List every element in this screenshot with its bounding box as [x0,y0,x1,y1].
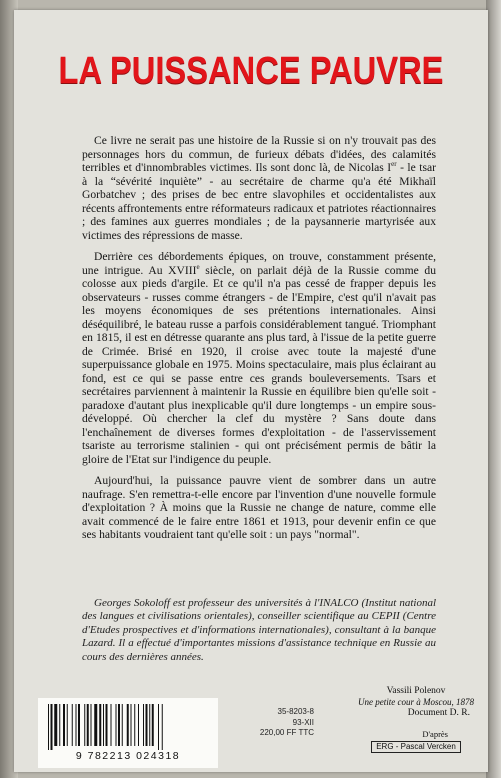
barcode-bar [127,704,129,746]
barcode-bar [51,704,53,750]
barcode-bar [76,704,77,746]
credit-agency: ERG - Pascal Vercken [371,741,461,753]
barcode-bar [134,704,135,746]
blurb-paragraph-1: Ce livre ne serait pas une histoire de la Russie si on n'y trouvait pas des personnages hors du commun, de furieux débats d'idées, des calamités terribles et d'innombrables victimes. Ils sont donc là, de Nicolas Ier - le tsar à la “sévérité inquiète” - au secrétaire de charme qu'a été Mikhaïl Gorbatchev ; des prises de bec entre slavophiles et occidentalistes aux récents affrontements entre réformateurs radicaux et patriotes réactionnaires ; des famines aux guerres mondiales ; de la paysannerie martyrisée aux victimes des répressions de masse. [82,134,436,242]
credit-painter: Vassili Polenov [386,686,446,696]
edition-code: 93-XII [292,717,314,727]
credit-document: Document D. R. [407,708,470,718]
barcode-bar [99,704,101,746]
background-wall-right [486,0,501,778]
barcode-bar [84,704,85,746]
book-back-cover [14,10,488,772]
barcode-bar [91,704,92,746]
barcode-bar [103,704,104,746]
barcode-bar [48,704,49,750]
barcode-bar [149,704,150,746]
barcode-number: 9 782213 024318 [75,750,181,762]
price: 220,00 FF TTC [259,728,314,737]
blurb-paragraph-3: Aujourd'hui, la puissance pauvre vient de sombrer dans un autre naufrage. S'en remettra-t-elle encore par l'invention d'une nouvelle formule d'exploitation ? À moins que la Russie ne change de nature, comme elle avait commencé de le faire entre 1861 et 1913, pour devenir enfin ce que ses habitants voudraient tant qu'elle soit : un pays "normal". [82,474,436,541]
barcode-bar [118,704,120,746]
barcode-bar [152,704,154,746]
illustration-credit [336,686,496,753]
barcode-bar [131,704,132,746]
barcode-bar [78,704,80,746]
credit-work: Une petite cour à Moscou, 1878 [358,697,474,707]
barcode-bar [122,704,123,746]
barcode-bar [111,704,112,746]
barcode-bar [162,704,163,750]
barcode-bar [94,704,97,746]
barcode-bar [87,704,89,746]
barcode-bar [143,704,144,746]
isbn-reference: 35-8203-8 [277,707,314,716]
barcode-bar [72,704,73,746]
barcode-bar [138,704,139,746]
barcode-bar [158,704,159,750]
barcode-bar [63,704,65,746]
isbn-info [228,707,314,739]
barcode [38,698,218,768]
barcode-bar [106,704,108,746]
book-title: LA PUISSANCE PAUVRE [58,50,444,92]
barcode-bar [146,704,148,746]
barcode-bar [116,704,117,746]
barcode-bars [44,704,212,750]
blurb-text [82,134,436,550]
barcode-bar [59,704,60,746]
barcode-bar [54,704,57,746]
barcode-bar [67,704,68,746]
author-bio [82,597,436,664]
author-bio-text: Georges Sokoloff est professeur des universités à l'INALCO (Institut national des langues et civilisations orientales), conseiller scientifique au CEPII (Centre d'Etudes prospectives et d'informations internationales), consultant à la banque Lazard. Il a effectué d'importantes missions d'assistance technique en Russie au cours des dernières années. [82,597,436,663]
blurb-paragraph-2: Derrière ces débordements épiques, on trouve, constamment présente, une intrigue. Au XVIIIe siècle, on parlait déjà de la Russie comme du colosse aux pieds d'argile. Et ce qu'il n'a pas cessé de frapper depuis les observateurs - russes comme étrangers - de l'Empire, c'est qu'il n'avait pas les moyens économiques de ses prétentions internationales. Ainsi déséquilibré, le bateau russe a parfois considérablement tangué. Triomphant en 1815, il est en détresse quarante ans plus tard, à l'issue de la petite guerre de Crimée. Brisé en 1920, il croise avec toute la majesté d'une superpuissance globale en 1975. Moins spectaculaire, mais plus éclairant au fond, est ce qui se passe entre ces grands bouleversements. Tsars et secrétaires parviennent à maintenir la Russie en équilibre bien qu'elle soit - paradoxe d'autant plus inexplicable qu'il dure longtemps - un empire sous-développé. Où chercher la clef du mystère ? Sans doute dans l'enchaînement de diverses formes d'exploitation - de l'asservissement tsariste au terrorisme stalinien - qui ont précisément permis de bâtir la gloire de l'Etat sur l'indigence du peuple. [82,250,436,466]
credit-dapres: D'après [422,729,448,739]
